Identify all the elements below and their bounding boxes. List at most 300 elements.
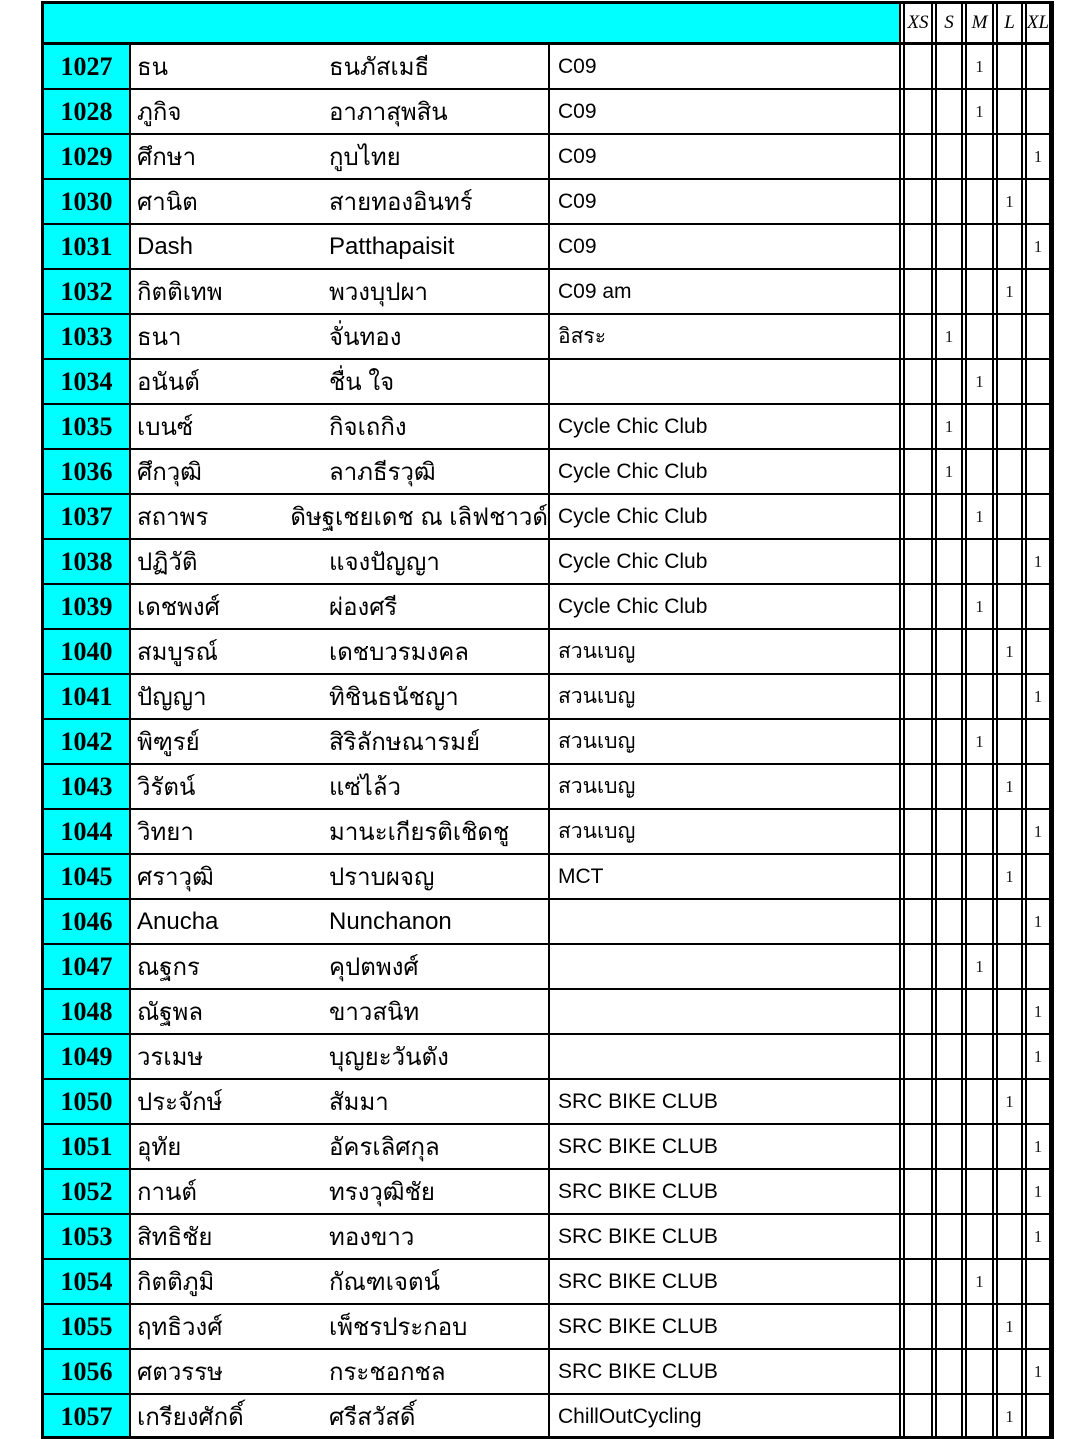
last-name: ลาภธีรวุฒิ: [329, 459, 436, 486]
row-number: 1054: [44, 1260, 131, 1303]
size-cell-s: [935, 225, 963, 268]
first-name: สิทธิชัย: [137, 1224, 213, 1251]
last-name: ผ่องศรี: [329, 594, 398, 621]
club-name: Cycle Chic Club: [550, 495, 901, 538]
size-cell-m: [965, 1035, 994, 1078]
table-row: [44, 630, 1051, 675]
size-cell-s: [935, 1170, 963, 1213]
last-name: Nunchanon: [329, 907, 452, 935]
name-cell: [131, 360, 550, 403]
first-name: วิรัตน์: [137, 774, 196, 801]
size-cell-xs: [903, 540, 933, 583]
size-cell-xs: [903, 135, 933, 178]
table-row: [44, 360, 1051, 405]
first-name: วิทยา: [137, 819, 194, 846]
club-name: C09 am: [550, 270, 901, 313]
first-name: ธน: [137, 54, 169, 81]
table-row: [44, 1215, 1051, 1260]
size-cell-s: 1: [935, 405, 963, 448]
size-cell-s: [935, 1350, 963, 1393]
size-cell-xl: [1025, 1395, 1051, 1438]
last-name: บุญยะวันตัง: [329, 1044, 449, 1071]
table-row: [44, 45, 1051, 90]
table-row: [44, 450, 1051, 495]
last-name: แซ่ไล้ว: [329, 774, 402, 801]
size-cell-xs: [903, 225, 933, 268]
row-number: 1034: [44, 360, 131, 403]
first-name: สถาพร: [137, 504, 209, 531]
name-cell: [131, 225, 550, 268]
size-cell-xs: [903, 990, 933, 1033]
row-number: 1038: [44, 540, 131, 583]
row-number: 1030: [44, 180, 131, 223]
size-cell-l: 1: [996, 630, 1023, 673]
last-name: กัณฑเจตน์: [329, 1269, 440, 1296]
size-cell-m: 1: [965, 945, 994, 988]
size-cell-l: [996, 540, 1023, 583]
last-name: จั่นทอง: [329, 324, 402, 351]
registration-table-body: [44, 45, 1051, 1439]
first-name: ศึกวุฒิ: [137, 459, 202, 486]
size-cell-m: 1: [965, 495, 994, 538]
club-name: C09: [550, 135, 901, 178]
row-number: 1040: [44, 630, 131, 673]
table-row: [44, 810, 1051, 855]
last-name: ขาวสนิท: [329, 999, 420, 1026]
first-name: ศราวุฒิ: [137, 864, 214, 891]
size-cell-l: [996, 1215, 1023, 1258]
size-cell-m: 1: [965, 1260, 994, 1303]
name-cell: [131, 45, 550, 88]
row-number: 1035: [44, 405, 131, 448]
table-header-row: [44, 4, 1051, 45]
size-cell-m: [965, 135, 994, 178]
row-number: 1039: [44, 585, 131, 628]
table-row: [44, 1035, 1051, 1080]
table-row: [44, 540, 1051, 585]
size-cell-l: 1: [996, 855, 1023, 898]
size-cell-xs: [903, 810, 933, 853]
first-name: กิตติภูมิ: [137, 1269, 215, 1296]
table-row: [44, 720, 1051, 765]
size-cell-s: [935, 1215, 963, 1258]
size-cell-m: 1: [965, 45, 994, 88]
name-cell: [131, 1395, 550, 1438]
size-cell-xl: 1: [1025, 1035, 1051, 1078]
size-cell-xs: [903, 1035, 933, 1078]
size-cell-xl: 1: [1025, 1125, 1051, 1168]
first-name: เบนซ์: [137, 414, 194, 441]
size-cell-s: [935, 1035, 963, 1078]
size-cell-xl: [1025, 1080, 1051, 1123]
first-name: ปัญญา: [137, 684, 207, 711]
first-name: Dash: [137, 232, 194, 260]
first-name: กานต์: [137, 1179, 197, 1206]
size-cell-xl: 1: [1025, 135, 1051, 178]
size-cell-xl: [1025, 360, 1051, 403]
last-name: ชื่น ใจ: [329, 369, 395, 396]
first-name: ฤทธิวงศ์: [137, 1314, 223, 1341]
size-cell-m: [965, 225, 994, 268]
size-cell-m: [965, 630, 994, 673]
size-cell-xs: [903, 180, 933, 223]
size-cell-xs: [903, 855, 933, 898]
first-name: ปฏิวัติ: [137, 549, 198, 576]
size-cell-xs: [903, 360, 933, 403]
last-name: สัมมา: [329, 1089, 389, 1116]
size-cell-xl: 1: [1025, 810, 1051, 853]
first-name: ศึกษา: [137, 144, 197, 171]
size-cell-l: 1: [996, 1395, 1023, 1438]
row-number: 1051: [44, 1125, 131, 1168]
header-size-m: M: [965, 4, 994, 42]
table-row: [44, 1170, 1051, 1215]
size-cell-l: [996, 450, 1023, 493]
row-number: 1044: [44, 810, 131, 853]
size-cell-xs: [903, 1080, 933, 1123]
last-name: กระชอกชล: [329, 1359, 446, 1386]
size-cell-l: [996, 810, 1023, 853]
table-row: [44, 945, 1051, 990]
name-cell: [131, 855, 550, 898]
size-cell-xl: [1025, 45, 1051, 88]
size-cell-l: [996, 675, 1023, 718]
name-cell: [131, 495, 550, 538]
size-cell-xs: [903, 765, 933, 808]
club-name: C09: [550, 45, 901, 88]
first-name: อนันต์: [137, 369, 200, 396]
size-cell-s: [935, 540, 963, 583]
size-cell-s: [935, 900, 963, 943]
size-cell-m: [965, 1395, 994, 1438]
size-cell-m: [965, 675, 994, 718]
size-cell-xl: [1025, 315, 1051, 358]
club-name: C09: [550, 180, 901, 223]
last-name: ดิษฐเชยเดช ณ เลิฟชาวด์: [290, 504, 548, 531]
size-cell-xl: 1: [1025, 990, 1051, 1033]
size-cell-xl: [1025, 855, 1051, 898]
size-cell-xs: [903, 90, 933, 133]
size-cell-l: [996, 720, 1023, 763]
name-cell: [131, 1080, 550, 1123]
name-cell: [131, 1170, 550, 1213]
size-cell-s: [935, 765, 963, 808]
table-row: [44, 1395, 1051, 1439]
size-cell-m: [965, 450, 994, 493]
row-number: 1048: [44, 990, 131, 1033]
last-name: สิริลักษณารมย์: [329, 729, 481, 756]
size-cell-s: 1: [935, 450, 963, 493]
last-name: อาภาสุพสิน: [329, 99, 448, 126]
last-name: ทิชินธนัชญา: [329, 684, 459, 711]
size-cell-m: [965, 540, 994, 583]
first-name: กิตติเทพ: [137, 279, 223, 306]
header-size-xl: XL: [1025, 4, 1051, 42]
table-row: [44, 1260, 1051, 1305]
header-size-s: S: [935, 4, 963, 42]
first-name: ณัฐพล: [137, 999, 204, 1026]
size-cell-l: [996, 225, 1023, 268]
size-cell-s: [935, 45, 963, 88]
club-name: Cycle Chic Club: [550, 450, 901, 493]
size-cell-xl: [1025, 720, 1051, 763]
size-cell-xs: [903, 495, 933, 538]
size-cell-xl: [1025, 180, 1051, 223]
name-cell: [131, 135, 550, 178]
row-number: 1049: [44, 1035, 131, 1078]
size-cell-s: [935, 1395, 963, 1438]
size-cell-l: 1: [996, 1080, 1023, 1123]
size-cell-s: [935, 360, 963, 403]
row-number: 1053: [44, 1215, 131, 1258]
first-name: ณฐกร: [137, 954, 200, 981]
club-name: สวนเบญ: [550, 720, 901, 763]
club-name: สวนเบญ: [550, 630, 901, 673]
name-cell: [131, 765, 550, 808]
size-cell-s: [935, 270, 963, 313]
club-name: C09: [550, 225, 901, 268]
last-name: เพ็ชรประกอบ: [329, 1314, 468, 1341]
table-row: [44, 585, 1051, 630]
size-cell-m: [965, 180, 994, 223]
table-row: [44, 900, 1051, 945]
row-number: 1057: [44, 1395, 131, 1438]
size-cell-m: [965, 270, 994, 313]
size-cell-m: [965, 1080, 994, 1123]
last-name: มานะเกียรติเชิดชู: [329, 819, 510, 846]
size-cell-l: [996, 315, 1023, 358]
club-name: SRC BIKE CLUB: [550, 1350, 901, 1393]
row-number: 1027: [44, 45, 131, 88]
name-cell: [131, 1125, 550, 1168]
table-row: [44, 405, 1051, 450]
size-cell-s: [935, 495, 963, 538]
size-cell-l: 1: [996, 270, 1023, 313]
size-cell-l: [996, 990, 1023, 1033]
club-name: [550, 900, 901, 943]
name-cell: [131, 990, 550, 1033]
size-cell-l: [996, 405, 1023, 448]
table-row: [44, 855, 1051, 900]
table-row: [44, 270, 1051, 315]
last-name: แจงปัญญา: [329, 549, 440, 576]
row-number: 1037: [44, 495, 131, 538]
club-name: ChillOutCycling: [550, 1395, 901, 1438]
size-cell-s: [935, 180, 963, 223]
header-size-l: L: [996, 4, 1023, 42]
size-cell-xs: [903, 1305, 933, 1348]
size-cell-s: [935, 630, 963, 673]
name-cell: [131, 1215, 550, 1258]
header-merged-cyan-cell: [44, 4, 901, 42]
size-cell-s: [935, 675, 963, 718]
name-cell: [131, 315, 550, 358]
table-row: [44, 90, 1051, 135]
club-name: Cycle Chic Club: [550, 585, 901, 628]
size-cell-xs: [903, 1260, 933, 1303]
name-cell: [131, 540, 550, 583]
row-number: 1028: [44, 90, 131, 133]
club-name: SRC BIKE CLUB: [550, 1170, 901, 1213]
club-name: SRC BIKE CLUB: [550, 1080, 901, 1123]
size-cell-s: 1: [935, 315, 963, 358]
size-cell-s: [935, 810, 963, 853]
first-name: อุทัย: [137, 1134, 182, 1161]
first-name: ธนา: [137, 324, 182, 351]
row-number: 1032: [44, 270, 131, 313]
row-number: 1052: [44, 1170, 131, 1213]
row-number: 1036: [44, 450, 131, 493]
table-row: [44, 765, 1051, 810]
size-cell-xs: [903, 1125, 933, 1168]
name-cell: [131, 1260, 550, 1303]
size-cell-m: [965, 405, 994, 448]
size-cell-m: [965, 1350, 994, 1393]
first-name: ประจักษ์: [137, 1089, 223, 1116]
row-number: 1045: [44, 855, 131, 898]
size-cell-m: [965, 315, 994, 358]
last-name: สายทองอินทร์: [329, 189, 473, 216]
first-name: ภูกิจ: [137, 99, 182, 126]
size-cell-xl: [1025, 90, 1051, 133]
size-cell-xs: [903, 720, 933, 763]
size-cell-m: [965, 855, 994, 898]
club-name: สวนเบญ: [550, 675, 901, 718]
size-cell-xl: [1025, 1260, 1051, 1303]
size-cell-l: [996, 1035, 1023, 1078]
size-cell-s: [935, 1260, 963, 1303]
club-name: [550, 360, 901, 403]
size-cell-s: [935, 945, 963, 988]
size-cell-xl: [1025, 450, 1051, 493]
table-row: [44, 315, 1051, 360]
last-name: ศรีสวัสดิ์: [329, 1404, 416, 1431]
size-cell-xl: 1: [1025, 675, 1051, 718]
size-cell-s: [935, 585, 963, 628]
size-cell-l: [996, 1350, 1023, 1393]
size-cell-xl: [1025, 270, 1051, 313]
club-name: C09: [550, 90, 901, 133]
club-name: SRC BIKE CLUB: [550, 1125, 901, 1168]
size-cell-s: [935, 855, 963, 898]
row-number: 1029: [44, 135, 131, 178]
size-cell-xl: 1: [1025, 1350, 1051, 1393]
size-cell-m: 1: [965, 720, 994, 763]
size-cell-m: [965, 765, 994, 808]
name-cell: [131, 585, 550, 628]
size-cell-m: 1: [965, 360, 994, 403]
table-row: [44, 180, 1051, 225]
last-name: พวงบุปผา: [329, 279, 429, 306]
name-cell: [131, 900, 550, 943]
size-cell-xl: 1: [1025, 1215, 1051, 1258]
table-row: [44, 135, 1051, 180]
row-number: 1033: [44, 315, 131, 358]
last-name: Patthapaisit: [329, 232, 455, 260]
club-name: [550, 990, 901, 1033]
size-cell-xs: [903, 315, 933, 358]
size-cell-xs: [903, 405, 933, 448]
row-number: 1055: [44, 1305, 131, 1348]
last-name: ปราบผจญ: [329, 864, 435, 891]
size-cell-l: [996, 585, 1023, 628]
size-cell-l: 1: [996, 180, 1023, 223]
size-cell-xl: [1025, 1305, 1051, 1348]
name-cell: [131, 1035, 550, 1078]
registration-table: [41, 1, 1054, 1439]
name-cell: [131, 945, 550, 988]
size-cell-s: [935, 990, 963, 1033]
name-cell: [131, 1305, 550, 1348]
name-cell: [131, 90, 550, 133]
size-cell-xs: [903, 585, 933, 628]
size-cell-s: [935, 1305, 963, 1348]
row-number: 1043: [44, 765, 131, 808]
size-cell-m: [965, 1170, 994, 1213]
size-cell-xs: [903, 945, 933, 988]
row-number: 1031: [44, 225, 131, 268]
last-name: ธนภัสเมธี: [329, 54, 430, 81]
size-cell-l: [996, 1260, 1023, 1303]
size-cell-xl: [1025, 945, 1051, 988]
size-cell-xs: [903, 45, 933, 88]
size-cell-m: 1: [965, 90, 994, 133]
size-cell-l: [996, 135, 1023, 178]
first-name: วรเมษ: [137, 1044, 204, 1071]
row-number: 1046: [44, 900, 131, 943]
table-row: [44, 1305, 1051, 1350]
size-cell-xs: [903, 1170, 933, 1213]
table-row: [44, 495, 1051, 540]
name-cell: [131, 720, 550, 763]
name-cell: [131, 405, 550, 448]
table-row: [44, 1350, 1051, 1395]
club-name: SRC BIKE CLUB: [550, 1305, 901, 1348]
table-row: [44, 225, 1051, 270]
row-number: 1056: [44, 1350, 131, 1393]
size-cell-l: [996, 945, 1023, 988]
last-name: ทองขาว: [329, 1224, 415, 1251]
name-cell: [131, 450, 550, 493]
first-name: ศานิต: [137, 189, 198, 216]
size-cell-xs: [903, 1350, 933, 1393]
name-cell: [131, 630, 550, 673]
first-name: พิฑูรย์: [137, 729, 200, 756]
table-row: [44, 1080, 1051, 1125]
size-cell-l: [996, 900, 1023, 943]
club-name: SRC BIKE CLUB: [550, 1260, 901, 1303]
name-cell: [131, 810, 550, 853]
club-name: [550, 1035, 901, 1078]
size-cell-xl: 1: [1025, 540, 1051, 583]
size-cell-xs: [903, 630, 933, 673]
size-cell-m: [965, 900, 994, 943]
size-cell-s: [935, 90, 963, 133]
size-cell-m: [965, 1215, 994, 1258]
size-cell-xl: [1025, 630, 1051, 673]
size-cell-xl: 1: [1025, 1170, 1051, 1213]
table-row: [44, 1125, 1051, 1170]
size-cell-xs: [903, 900, 933, 943]
name-cell: [131, 180, 550, 223]
size-cell-s: [935, 1125, 963, 1168]
size-cell-m: [965, 1305, 994, 1348]
size-cell-xs: [903, 1215, 933, 1258]
size-cell-xs: [903, 675, 933, 718]
size-cell-m: 1: [965, 585, 994, 628]
size-cell-xs: [903, 270, 933, 313]
last-name: กูบไทย: [329, 144, 401, 171]
